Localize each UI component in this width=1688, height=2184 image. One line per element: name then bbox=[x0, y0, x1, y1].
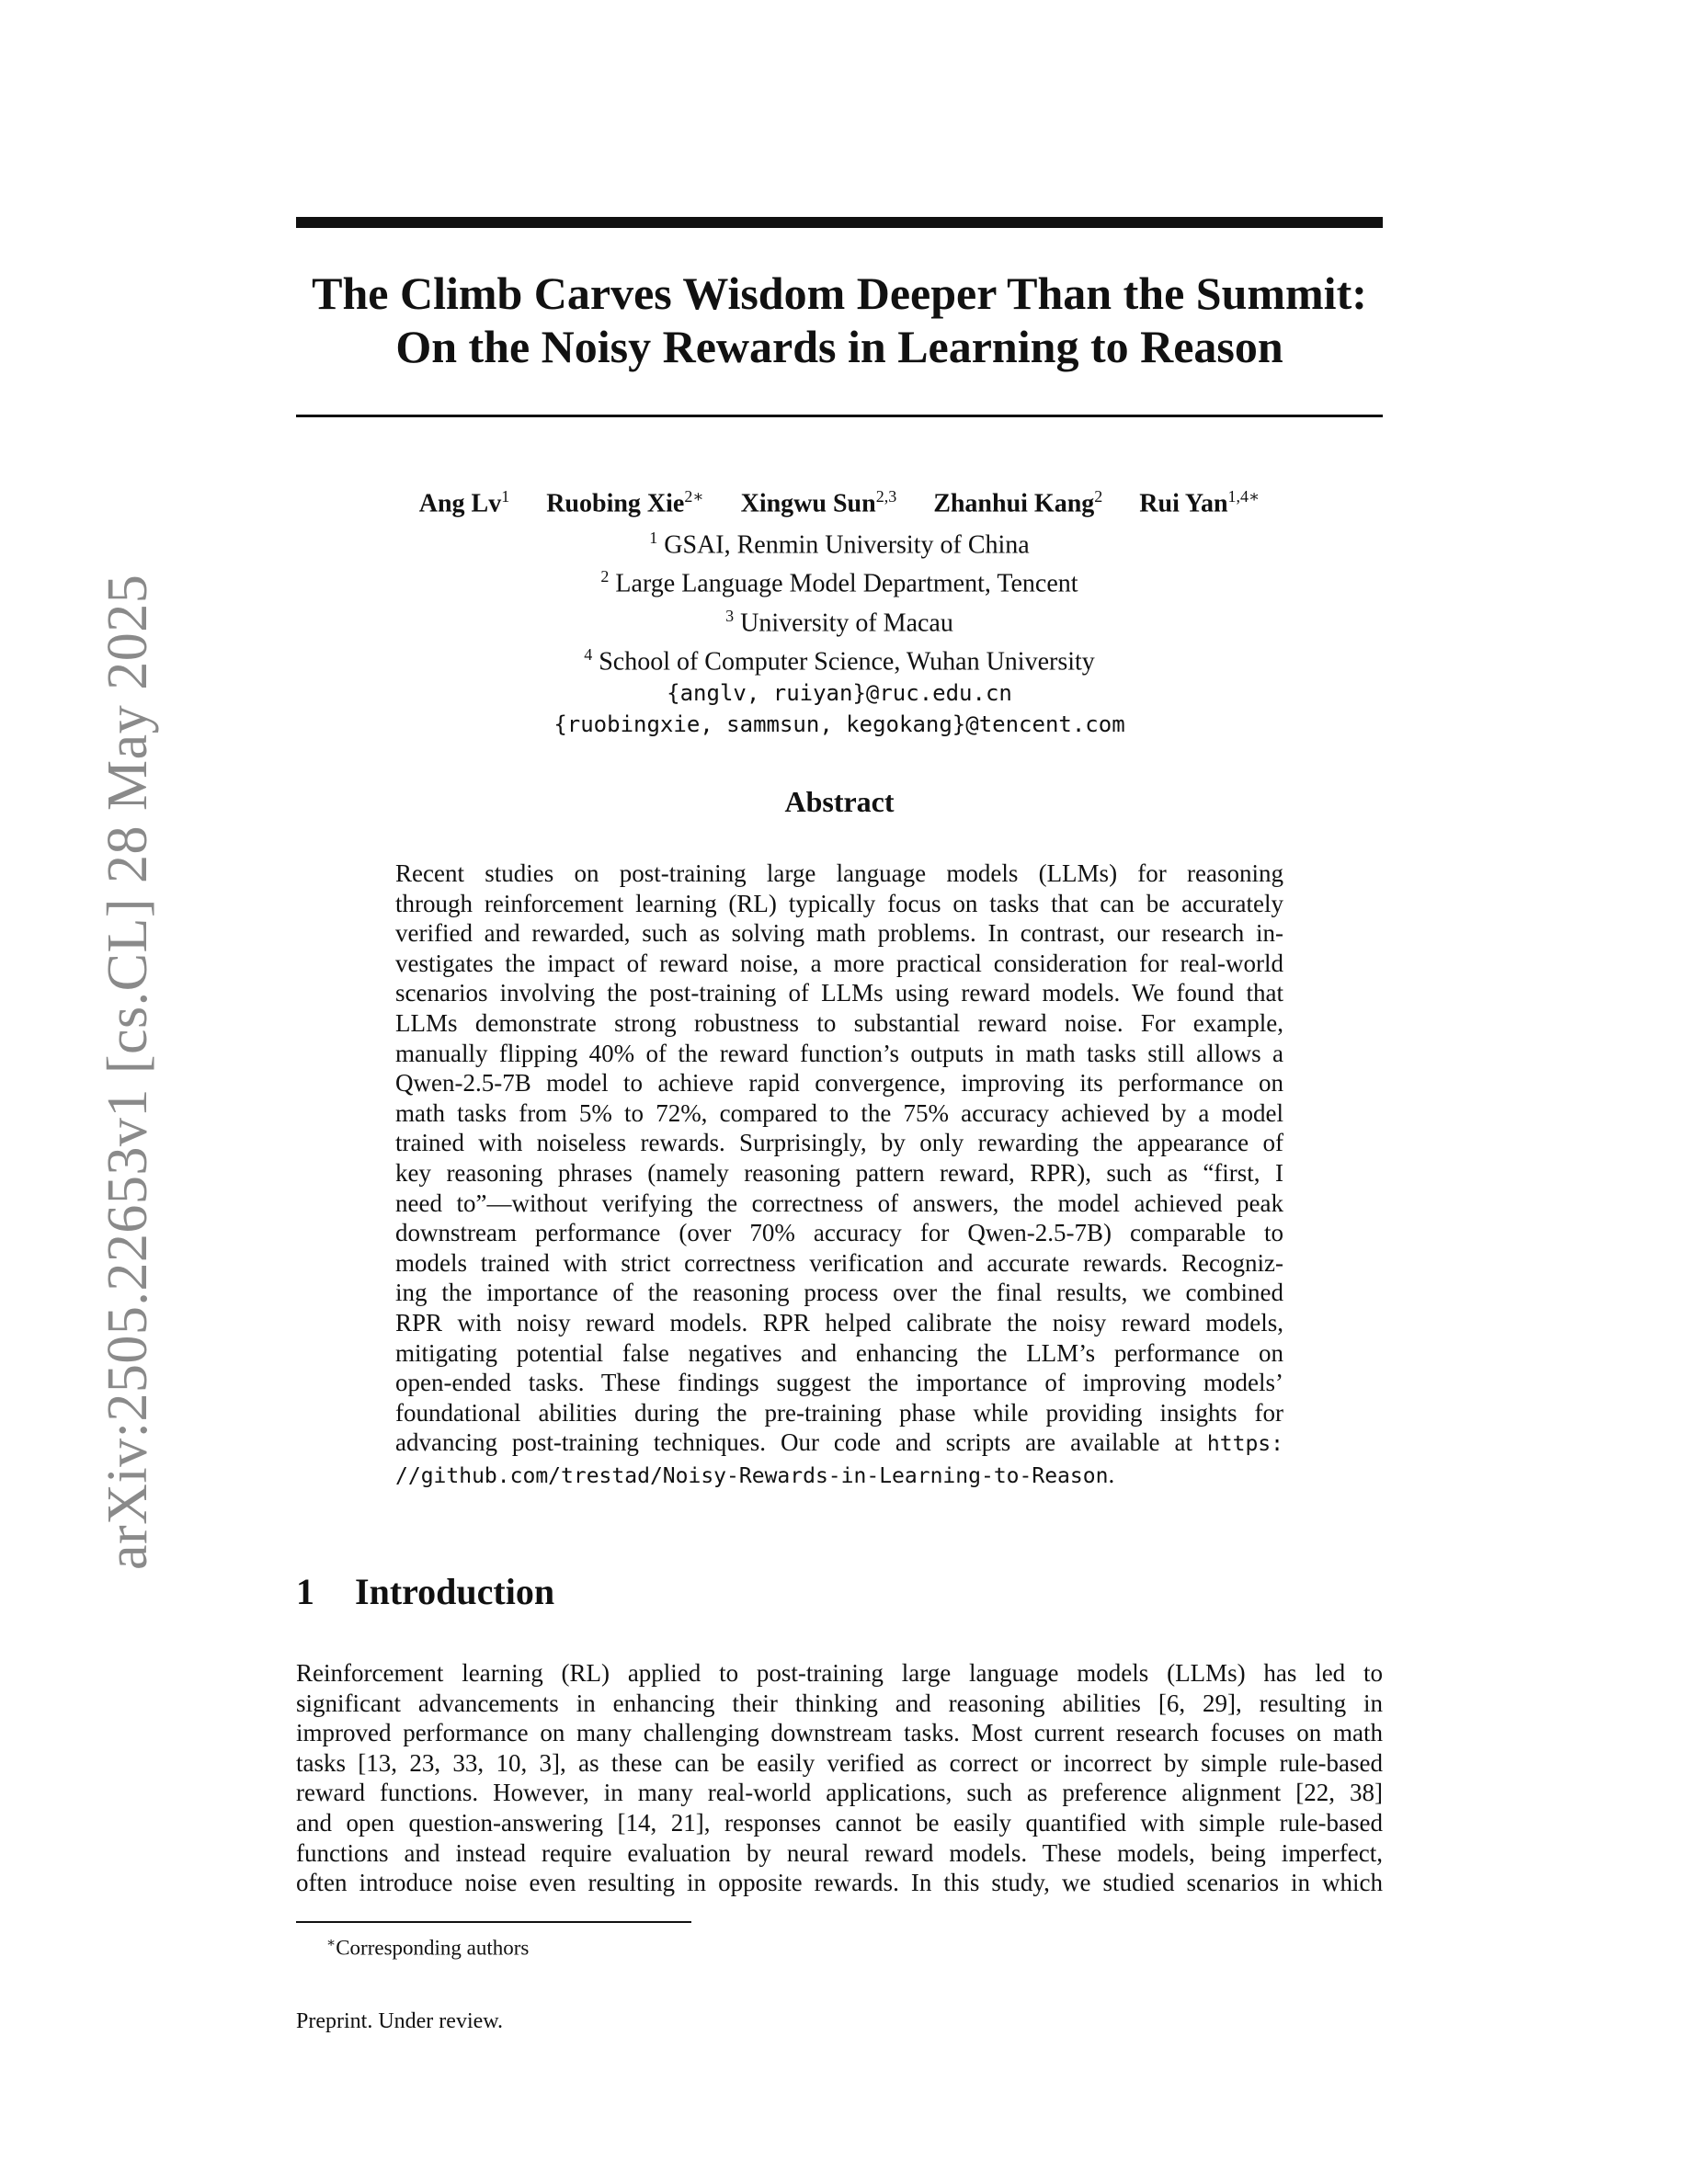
intro-line: reward functions. However, in many real-world applications, such as preference alignment [22, 38] bbox=[296, 1779, 1383, 1807]
abstract-line: RPR with noisy reward models. RPR helped calibrate the noisy reward models, bbox=[395, 1308, 1283, 1337]
footnote: ∗Corresponding authors bbox=[326, 1936, 530, 1960]
author: Xingwu Sun$^{2,3}$ bbox=[740, 487, 897, 518]
abstract-line: LLMs demonstrate strong robustness to substantial reward noise. For example, bbox=[395, 1008, 1283, 1037]
abstract-line: verified and rewarded, such as solving math problems. In contrast, our research in- bbox=[395, 919, 1283, 948]
code-url[interactable]: //github.com/trestad/Noisy-Rewards-in-Learning-to-Reason bbox=[395, 1463, 1109, 1488]
abstract-line: need to”—without verifying the correctness of answers, the model achieved peak bbox=[395, 1189, 1283, 1217]
title-top-rule bbox=[296, 217, 1383, 228]
author: Rui Yan$^{1,4∗}$ bbox=[1139, 487, 1260, 518]
abstract-line: math tasks from 5% to 72%, compared to the 75% accuracy achieved by a model bbox=[395, 1098, 1283, 1127]
affiliation: $^2$ Large Language Model Department, Tencent bbox=[600, 567, 1078, 598]
intro-line: tasks [13, 23, 33, 10, 3], as these can be easily verified as correct or incorrect by simple rule-based bbox=[296, 1748, 1383, 1777]
abstract-line: //github.com/trestad/Noisy-Rewards-in-Learning-to-Reason. bbox=[395, 1460, 1115, 1488]
author: Zhanhui Kang$^2$ bbox=[933, 487, 1103, 518]
intro-line: improved performance on many challenging downstream tasks. Most current research focuses on math bbox=[296, 1719, 1383, 1747]
abstract-line: Qwen-2.5-7B model to achieve rapid convergence, improving its performance on bbox=[395, 1069, 1283, 1098]
intro-line: functions and instead require evaluation by neural reward models. These models, being imperfect, bbox=[296, 1838, 1383, 1867]
abstract-line: ing the importance of the reasoning process over the final results, we combined bbox=[395, 1279, 1283, 1307]
author: Ruobing Xie$^{2∗}$ bbox=[546, 487, 704, 518]
abstract-line: advancing post-training techniques. Our code and scripts are available at https: bbox=[395, 1428, 1284, 1457]
abstract-line: vestigates the impact of reward noise, a more practical consideration for real-world bbox=[395, 949, 1283, 977]
intro-line: often introduce noise even resulting in opposite rewards. In this study, we studied scenarios in which bbox=[296, 1869, 1383, 1897]
email-address: {anglv, ruiyan}@ruc.edu.cn bbox=[667, 680, 1012, 707]
abstract-line: key reasoning phrases (namely reasoning pattern reward, RPR), such as “first, I bbox=[395, 1158, 1283, 1187]
intro-line: and open question-answering [14, 21], responses cannot be easily quantified with simple rule-based bbox=[296, 1808, 1383, 1837]
intro-line: significant advancements in enhancing their thinking and reasoning abilities [6, 29], resulting in bbox=[296, 1689, 1383, 1717]
arxiv-identifier-stamp: arXiv:2505.22653v1 [cs.CL] 28 May 2025 bbox=[97, 574, 159, 1570]
section-number: 1 bbox=[296, 1571, 314, 1612]
abstract-line: open-ended tasks. These findings suggest the importance of improving models’ bbox=[395, 1369, 1283, 1397]
affiliation: $^3$ University of Macau bbox=[725, 606, 953, 637]
code-url-part[interactable]: https: bbox=[1206, 1432, 1284, 1457]
footnote-divider bbox=[296, 1921, 691, 1923]
paper-title bbox=[296, 267, 1383, 373]
abstract-line: models trained with strict correctness verification and accurate rewards. Recogniz- bbox=[395, 1248, 1283, 1277]
title-line-1: The Climb Carves Wisdom Deeper Than the Summit: bbox=[312, 267, 1367, 319]
abstract-line: through reinforcement learning (RL) typically focus on tasks that can be accurately bbox=[395, 889, 1283, 917]
abstract-line: mitigating potential false negatives and enhancing the LLM’s performance on bbox=[395, 1338, 1283, 1367]
abstract-line: manually flipping 40% of the reward function’s outputs in math tasks still allows a bbox=[395, 1039, 1283, 1067]
affiliation: $^1$ GSAI, Renmin University of China bbox=[649, 529, 1030, 560]
title-line-2: On the Noisy Rewards in Learning to Reason bbox=[395, 321, 1283, 372]
affiliations bbox=[296, 522, 1383, 740]
section-heading bbox=[296, 1570, 554, 1613]
abstract-line: Recent studies on post-training large language models (LLMs) for reasoning bbox=[395, 859, 1283, 887]
section-title: Introduction bbox=[355, 1571, 555, 1612]
abstract-line: trained with noiseless rewards. Surprisingly, by only rewarding the appearance of bbox=[395, 1129, 1283, 1157]
abstract-body bbox=[395, 859, 1283, 1491]
abstract-line: downstream performance (over 70% accuracy for Qwen-2.5-7B) comparable to bbox=[395, 1219, 1283, 1247]
affiliation: $^4$ School of Computer Science, Wuhan University bbox=[584, 644, 1095, 677]
introduction-body bbox=[296, 1658, 1383, 1898]
intro-line: Reinforcement learning (RL) applied to post-training large language models (LLMs) has led to bbox=[296, 1659, 1383, 1687]
abstract-heading: Abstract bbox=[784, 785, 895, 818]
preprint-note: Preprint. Under review. bbox=[296, 2009, 504, 2033]
author-list bbox=[296, 487, 1383, 518]
abstract-line: foundational abilities during the pre-training phase while providing insights for bbox=[395, 1398, 1283, 1427]
author: Ang Lv$^1$ bbox=[418, 487, 510, 518]
email-address: {ruobingxie, sammsun, kegokang}@tencent.com bbox=[553, 711, 1125, 738]
title-bottom-rule bbox=[296, 415, 1383, 417]
abstract-line: scenarios involving the post-training of LLMs using reward models. We found that bbox=[395, 979, 1283, 1007]
